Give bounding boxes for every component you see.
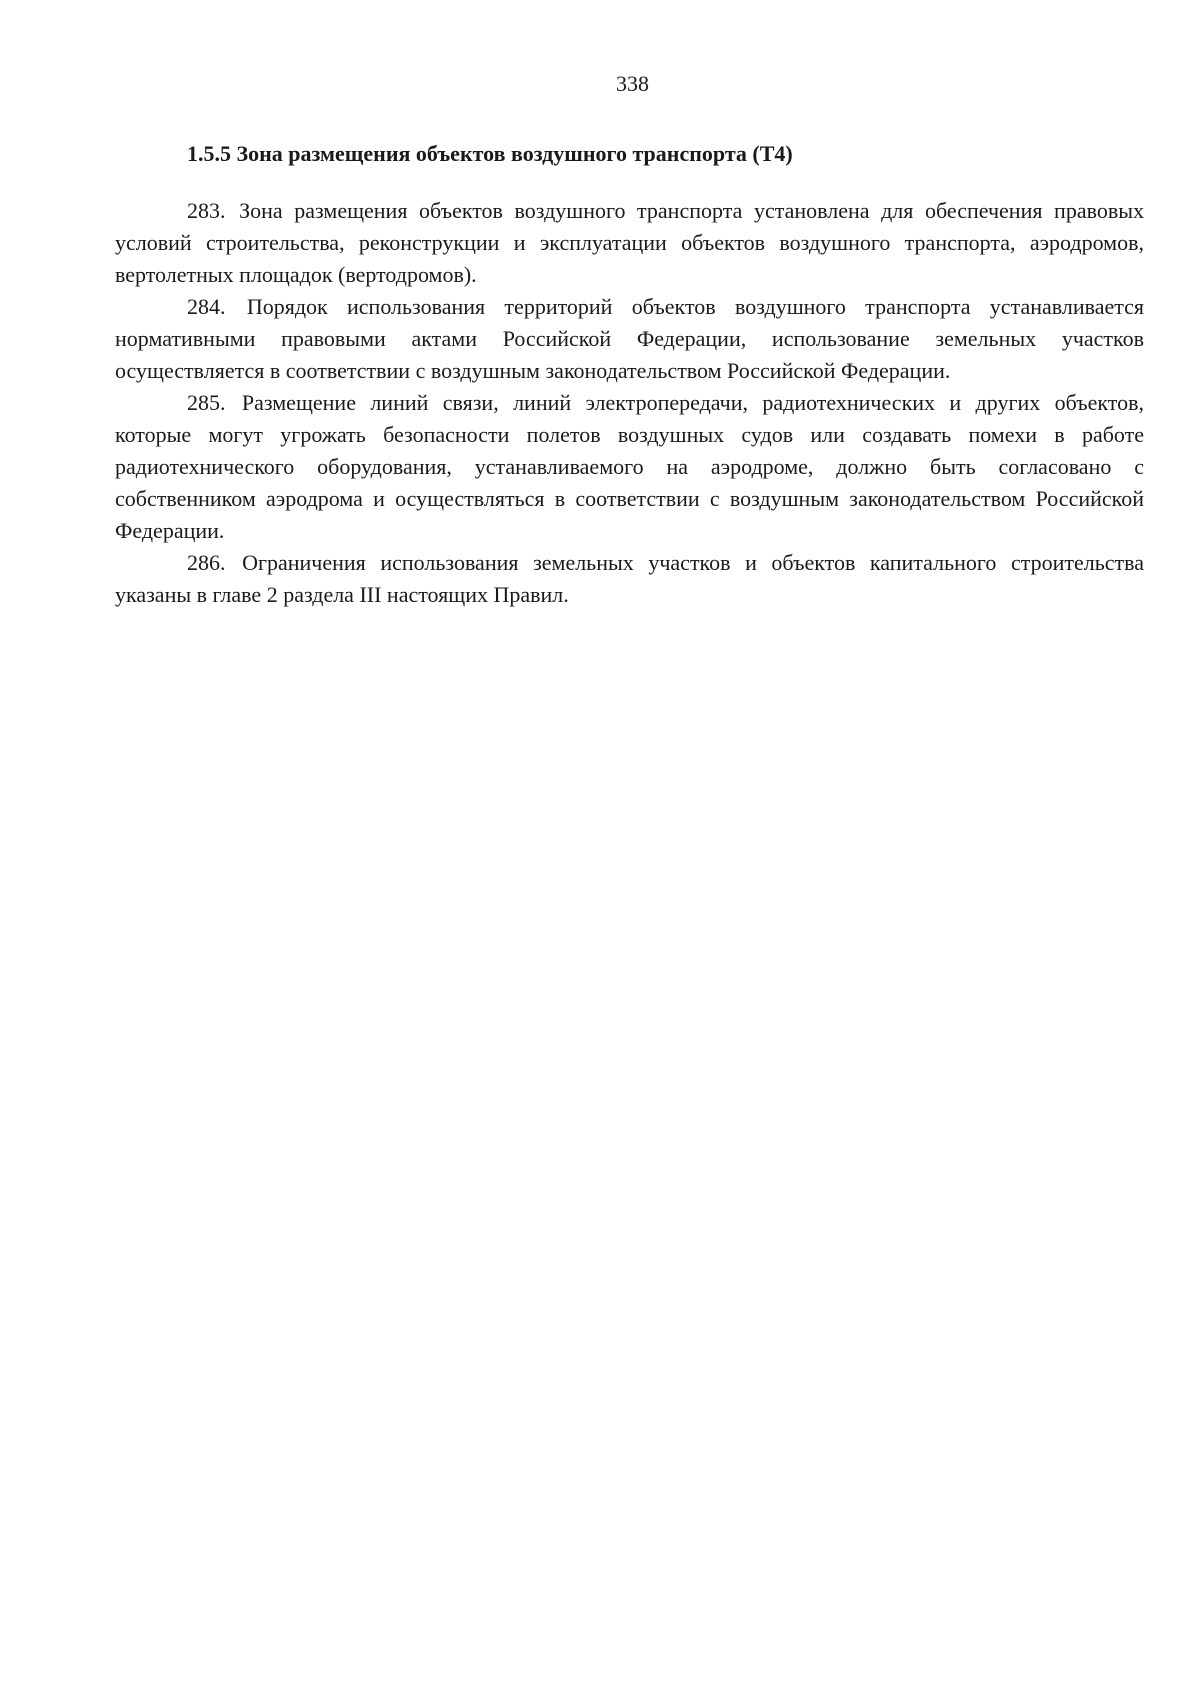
body-text	[115, 195, 1144, 611]
paragraph-number: 284.	[187, 294, 226, 319]
paragraph-286	[115, 547, 1144, 611]
paragraph-text: Зона размещения объектов воздушного транспорта установлена для обеспечения правовых условий строительства, реконструкции и эксплуатации объектов воздушного транспорта, аэродромов, вертолетных площадок (вертодромов).	[115, 198, 1144, 287]
paragraph-283	[115, 195, 1144, 291]
paragraph-text: Порядок использования территорий объектов воздушного транспорта устанавливается нормативными правовыми актами Российской Федерации, использование земельных участков осуществляется в соответствии с воздушным законодательством Российской Федерации.	[115, 294, 1145, 383]
paragraph-285	[115, 387, 1144, 547]
paragraph-284	[115, 291, 1144, 387]
paragraph-text: Размещение линий связи, линий электропередачи, радиотехнических и других объектов, которые могут угрожать безопасности полетов воздушных судов или создавать помехи в работе радиотехнического оборудования, устанавливаемого на аэродроме, должно быть согласовано с собственником аэродрома и осуществляться в соответствии с воздушным законодательством Российской Федерации.	[115, 390, 1144, 543]
page-number: 338	[616, 71, 649, 96]
section-heading: 1.5.5 Зона размещения объектов воздушного транспорта (Т4)	[187, 141, 793, 166]
paragraph-text: Ограничения использования земельных участков и объектов капитального строительства указаны в главе 2 раздела III настоящих Правил.	[115, 550, 1145, 607]
paragraph-number: 285.	[187, 390, 226, 415]
paragraph-number: 283.	[187, 198, 226, 223]
paragraph-number: 286.	[187, 550, 226, 575]
